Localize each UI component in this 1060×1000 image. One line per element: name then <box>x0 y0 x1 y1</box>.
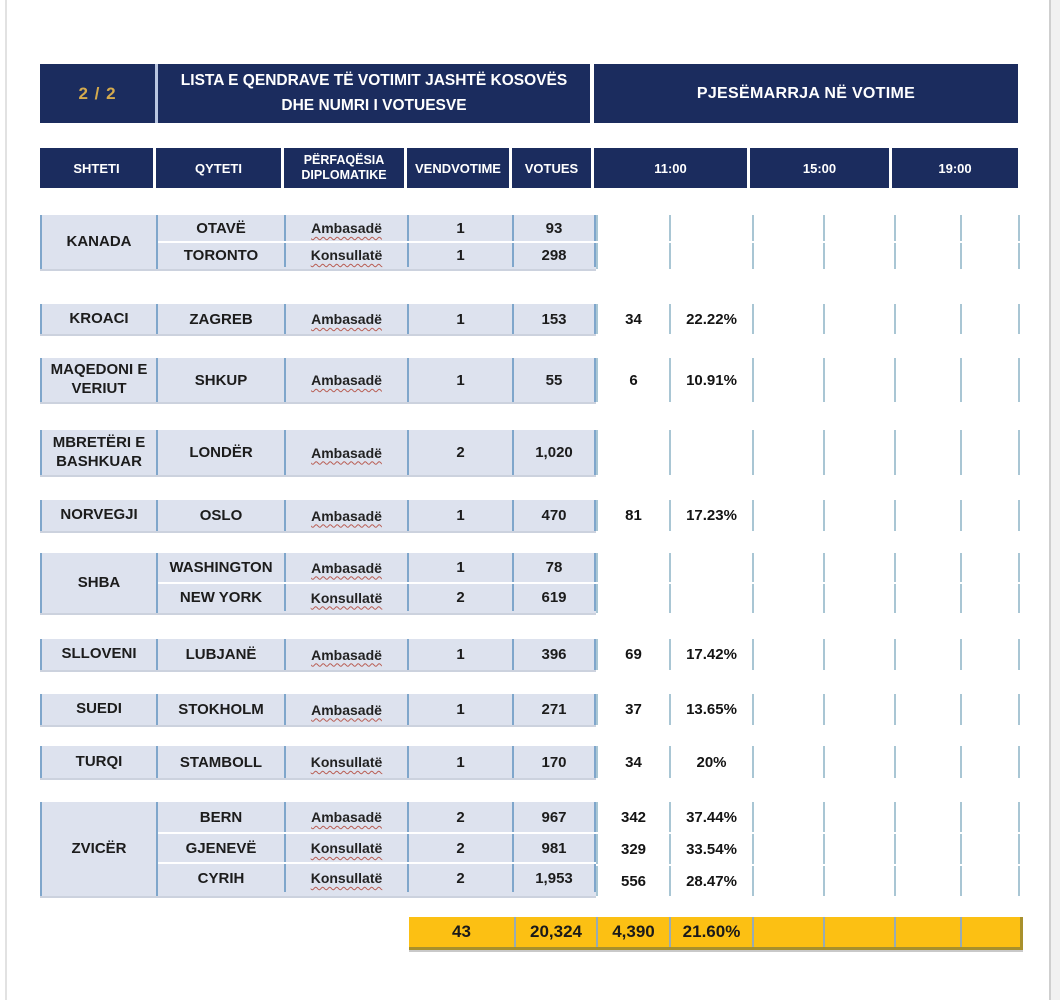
table-row <box>158 215 596 241</box>
city-cell: CYRIH <box>158 864 286 892</box>
voters-cell: 981 <box>514 834 596 862</box>
country-left-area <box>40 304 596 334</box>
participation-1500-percent <box>823 639 894 670</box>
participation-area <box>596 215 1020 269</box>
city-cell: ZAGREB <box>158 304 286 334</box>
participation-row <box>596 500 1020 531</box>
city-cell: WASHINGTON <box>158 553 286 582</box>
city-cell: OTAVË <box>158 215 286 241</box>
city-cell: BERN <box>158 802 286 832</box>
country-name-cell: MBRETËRI E BASHKUAR <box>42 430 158 475</box>
participation-1500-count <box>752 430 823 475</box>
voters-cell: 298 <box>514 243 596 267</box>
participation-1900-count <box>894 866 960 896</box>
participation-1100-percent <box>669 584 752 613</box>
mission-cell: Ambasadë <box>286 215 409 241</box>
table-row <box>158 639 596 670</box>
country-block <box>40 304 1020 334</box>
stations-cell: 2 <box>409 584 514 611</box>
participation-1500-percent <box>823 304 894 334</box>
participation-row <box>596 694 1020 725</box>
participation-1900-percent <box>960 866 1020 896</box>
participation-1100-count <box>596 430 669 475</box>
participation-1900-percent <box>960 802 1020 832</box>
participation-row <box>596 866 1020 896</box>
participation-1900-percent <box>960 358 1020 402</box>
participation-1100-count: 556 <box>596 866 669 896</box>
participation-1100-percent: 17.42% <box>669 639 752 670</box>
stations-cell: 2 <box>409 802 514 832</box>
mission-cell: Ambasadë <box>286 304 409 334</box>
participation-1900-percent <box>960 243 1020 269</box>
participation-area <box>596 358 1020 402</box>
voters-cell: 170 <box>514 746 596 778</box>
city-rows <box>158 358 596 402</box>
participation-1900-count <box>894 500 960 531</box>
column-header-time-1900: 19:00 <box>892 148 1018 188</box>
participation-1100-percent: 17.23% <box>669 500 752 531</box>
participation-1500-count <box>752 553 823 582</box>
participation-row <box>596 639 1020 670</box>
participation-1100-percent: 22.22% <box>669 304 752 334</box>
city-cell: LONDËR <box>158 430 286 475</box>
stations-cell: 2 <box>409 834 514 862</box>
participation-row <box>596 358 1020 402</box>
participation-1100-percent: 13.65% <box>669 694 752 725</box>
participation-1900-count <box>894 584 960 613</box>
participation-1500-percent <box>823 694 894 725</box>
participation-1500-count <box>752 746 823 778</box>
participation-1100-percent <box>669 430 752 475</box>
column-header-perfaqesia-line2: DIPLOMATIKE <box>301 168 387 182</box>
participation-1900-percent <box>960 694 1020 725</box>
country-left-area <box>40 215 596 269</box>
table-row <box>158 694 596 725</box>
participation-1900-count <box>894 304 960 334</box>
participation-1500-count <box>752 834 823 864</box>
totals-row <box>409 917 1023 950</box>
city-cell: SHKUP <box>158 358 286 402</box>
mission-cell: Ambasadë <box>286 802 409 832</box>
table-row <box>158 241 596 267</box>
city-rows <box>158 215 596 269</box>
participation-area <box>596 694 1020 725</box>
participation-1900-count <box>894 639 960 670</box>
participation-1900-percent <box>960 834 1020 864</box>
column-header-row <box>40 148 1018 188</box>
city-rows <box>158 802 596 896</box>
mission-cell: Konsullatë <box>286 834 409 862</box>
page-title-line1: LISTA E QENDRAVE TË VOTIMIT JASHTË KOSOVËS <box>180 72 568 90</box>
participation-1500-percent <box>823 746 894 778</box>
participation-area <box>596 430 1020 475</box>
total-1900-percent <box>960 917 1020 947</box>
mission-cell: Konsullatë <box>286 864 409 892</box>
mission-cell: Ambasadë <box>286 358 409 402</box>
stations-cell: 1 <box>409 358 514 402</box>
participation-1900-percent <box>960 746 1020 778</box>
stations-cell: 1 <box>409 500 514 531</box>
country-name-cell: SLLOVENI <box>42 639 158 670</box>
participation-1900-count <box>894 430 960 475</box>
country-block <box>40 746 1020 778</box>
column-header-time-1500: 15:00 <box>750 148 892 188</box>
participation-1900-percent <box>960 553 1020 582</box>
city-rows <box>158 430 596 475</box>
participation-1900-percent <box>960 304 1020 334</box>
total-1100-percent: 21.60% <box>669 917 752 947</box>
stations-cell: 1 <box>409 215 514 241</box>
participation-1100-count <box>596 584 669 613</box>
page-title-line2: DHE NUMRI I VOTUESVE <box>281 96 467 114</box>
participation-1500-percent <box>823 430 894 475</box>
participation-area <box>596 746 1020 778</box>
participation-1100-count: 342 <box>596 802 669 832</box>
participation-1500-percent <box>823 553 894 582</box>
photo-edge-right <box>1049 0 1060 1000</box>
participation-1900-count <box>894 553 960 582</box>
participation-1900-percent <box>960 215 1020 241</box>
country-left-area <box>40 639 596 670</box>
participation-1500-count <box>752 304 823 334</box>
stations-cell: 1 <box>409 553 514 582</box>
table-row <box>158 553 596 582</box>
column-header-time-1100: 11:00 <box>594 148 750 188</box>
participation-1500-count <box>752 584 823 613</box>
participation-area <box>596 553 1020 613</box>
country-name-cell: SUEDI <box>42 694 158 725</box>
table-row <box>158 358 596 402</box>
participation-1900-count <box>894 802 960 832</box>
country-name-cell: TURQI <box>42 746 158 778</box>
country-left-area <box>40 746 596 778</box>
participation-1100-percent: 37.44% <box>669 802 752 832</box>
participation-row <box>596 834 1020 864</box>
mission-cell: Konsullatë <box>286 746 409 778</box>
country-block <box>40 500 1020 531</box>
country-name-cell: ZVICËR <box>42 802 158 896</box>
participation-1100-count <box>596 215 669 241</box>
voters-cell: 1,020 <box>514 430 596 475</box>
stations-cell: 1 <box>409 243 514 267</box>
city-cell: NEW YORK <box>158 584 286 611</box>
voters-cell: 153 <box>514 304 596 334</box>
country-name-cell: MAQEDONI E VERIUT <box>42 358 158 402</box>
mission-cell: Konsullatë <box>286 584 409 611</box>
table-row <box>158 862 596 892</box>
voters-cell: 55 <box>514 358 596 402</box>
participation-1900-count <box>894 358 960 402</box>
participation-row <box>596 584 1020 613</box>
voters-cell: 78 <box>514 553 596 582</box>
participation-area <box>596 304 1020 334</box>
participation-1500-count <box>752 500 823 531</box>
participation-row <box>596 215 1020 241</box>
voters-cell: 93 <box>514 215 596 241</box>
participation-1100-percent: 33.54% <box>669 834 752 864</box>
participation-1100-count: 69 <box>596 639 669 670</box>
participation-1100-percent: 28.47% <box>669 866 752 896</box>
participation-1100-percent <box>669 215 752 241</box>
city-rows <box>158 500 596 531</box>
participation-1500-count <box>752 215 823 241</box>
voters-cell: 1,953 <box>514 864 596 892</box>
stations-cell: 1 <box>409 746 514 778</box>
participation-row <box>596 553 1020 582</box>
participation-1100-count <box>596 243 669 269</box>
participation-1100-count: 37 <box>596 694 669 725</box>
city-cell: OSLO <box>158 500 286 531</box>
participation-1500-count <box>752 866 823 896</box>
participation-1500-percent <box>823 358 894 402</box>
country-block <box>40 430 1020 475</box>
country-left-area <box>40 500 596 531</box>
stations-cell: 1 <box>409 639 514 670</box>
table-row <box>158 802 596 832</box>
column-header-votues: VOTUES <box>512 148 594 188</box>
voters-cell: 271 <box>514 694 596 725</box>
participation-1100-percent: 10.91% <box>669 358 752 402</box>
page-title <box>158 64 594 123</box>
total-1100-count: 4,390 <box>596 917 669 947</box>
participation-1500-count <box>752 694 823 725</box>
participation-1100-percent <box>669 553 752 582</box>
mission-cell: Konsullatë <box>286 243 409 267</box>
photo-edge-left <box>5 0 7 1000</box>
participation-row <box>596 746 1020 778</box>
country-left-area <box>40 430 596 475</box>
participation-area <box>596 802 1020 896</box>
participation-row <box>596 430 1020 475</box>
country-block <box>40 694 1020 725</box>
header-band <box>40 64 1018 123</box>
participation-1500-percent <box>823 243 894 269</box>
participation-row <box>596 304 1020 334</box>
participation-1900-count <box>894 243 960 269</box>
mission-cell: Ambasadë <box>286 430 409 475</box>
city-cell: LUBJANË <box>158 639 286 670</box>
total-stations: 43 <box>452 922 471 941</box>
participation-1100-count <box>596 553 669 582</box>
participation-1500-percent <box>823 866 894 896</box>
voters-cell: 619 <box>514 584 596 611</box>
participation-1500-count <box>752 243 823 269</box>
participation-1900-percent <box>960 500 1020 531</box>
country-left-area <box>40 358 596 402</box>
participation-1500-count <box>752 639 823 670</box>
participation-1900-percent <box>960 430 1020 475</box>
mission-cell: Ambasadë <box>286 500 409 531</box>
participation-1100-count: 34 <box>596 304 669 334</box>
participation-1500-percent <box>823 802 894 832</box>
column-header-perfaqesia-line1: PËRFAQËSIA <box>303 153 385 167</box>
country-name-cell: KROACI <box>42 304 158 334</box>
participation-area <box>596 639 1020 670</box>
participation-area <box>596 500 1020 531</box>
stations-cell: 2 <box>409 430 514 475</box>
participation-1500-count <box>752 802 823 832</box>
participation-1100-percent: 20% <box>669 746 752 778</box>
stations-cell: 2 <box>409 864 514 892</box>
total-voters: 20,324 <box>514 917 596 947</box>
stations-cell: 1 <box>409 694 514 725</box>
country-name-cell: KANADA <box>42 215 158 269</box>
country-block <box>40 639 1020 670</box>
country-left-area <box>40 694 596 725</box>
column-header-qyteti: QYTETI <box>156 148 284 188</box>
city-rows <box>158 553 596 613</box>
city-cell: STOKHOLM <box>158 694 286 725</box>
participation-row <box>596 243 1020 269</box>
participation-1500-percent <box>823 834 894 864</box>
total-1900-count <box>894 917 960 947</box>
table-row <box>158 500 596 531</box>
country-name-cell: NORVEGJI <box>42 500 158 531</box>
column-header-perfaqesia <box>284 148 407 188</box>
participation-1900-count <box>894 746 960 778</box>
participation-1100-count: 6 <box>596 358 669 402</box>
participation-1500-count <box>752 358 823 402</box>
participation-1900-count <box>894 694 960 725</box>
country-left-area <box>40 553 596 613</box>
participation-title: PJESËMARRJA NË VOTIME <box>594 64 1018 123</box>
column-header-vendvotime: VENDVOTIME <box>407 148 512 188</box>
total-1500-percent <box>823 917 894 947</box>
mission-cell: Ambasadë <box>286 694 409 725</box>
mission-cell: Ambasadë <box>286 553 409 582</box>
country-block <box>40 553 1020 613</box>
column-header-shteti: SHTETI <box>40 148 156 188</box>
city-rows <box>158 746 596 778</box>
city-cell: GJENEVË <box>158 834 286 862</box>
participation-1100-count: 34 <box>596 746 669 778</box>
participation-1500-percent <box>823 215 894 241</box>
voters-cell: 967 <box>514 802 596 832</box>
table-row <box>158 746 596 778</box>
city-cell: TORONTO <box>158 243 286 267</box>
participation-1100-count: 329 <box>596 834 669 864</box>
participation-1500-percent <box>823 584 894 613</box>
participation-row <box>596 802 1020 832</box>
stations-cell: 1 <box>409 304 514 334</box>
table-row <box>158 582 596 611</box>
participation-1900-percent <box>960 639 1020 670</box>
city-rows <box>158 304 596 334</box>
participation-1900-count <box>894 215 960 241</box>
table-row <box>158 832 596 862</box>
city-cell: STAMBOLL <box>158 746 286 778</box>
mission-cell: Ambasadë <box>286 639 409 670</box>
participation-1900-percent <box>960 584 1020 613</box>
page-indicator: 2 / 2 <box>40 64 158 123</box>
country-name-cell: SHBA <box>42 553 158 613</box>
country-block <box>40 802 1020 896</box>
table-row <box>158 304 596 334</box>
country-left-area <box>40 802 596 896</box>
participation-1100-count: 81 <box>596 500 669 531</box>
country-block <box>40 215 1020 269</box>
participation-1500-percent <box>823 500 894 531</box>
voters-cell: 396 <box>514 639 596 670</box>
country-block <box>40 358 1020 402</box>
voters-cell: 470 <box>514 500 596 531</box>
city-rows <box>158 694 596 725</box>
total-1500-count <box>752 917 823 947</box>
participation-1100-percent <box>669 243 752 269</box>
participation-1900-count <box>894 834 960 864</box>
table-row <box>158 430 596 475</box>
city-rows <box>158 639 596 670</box>
